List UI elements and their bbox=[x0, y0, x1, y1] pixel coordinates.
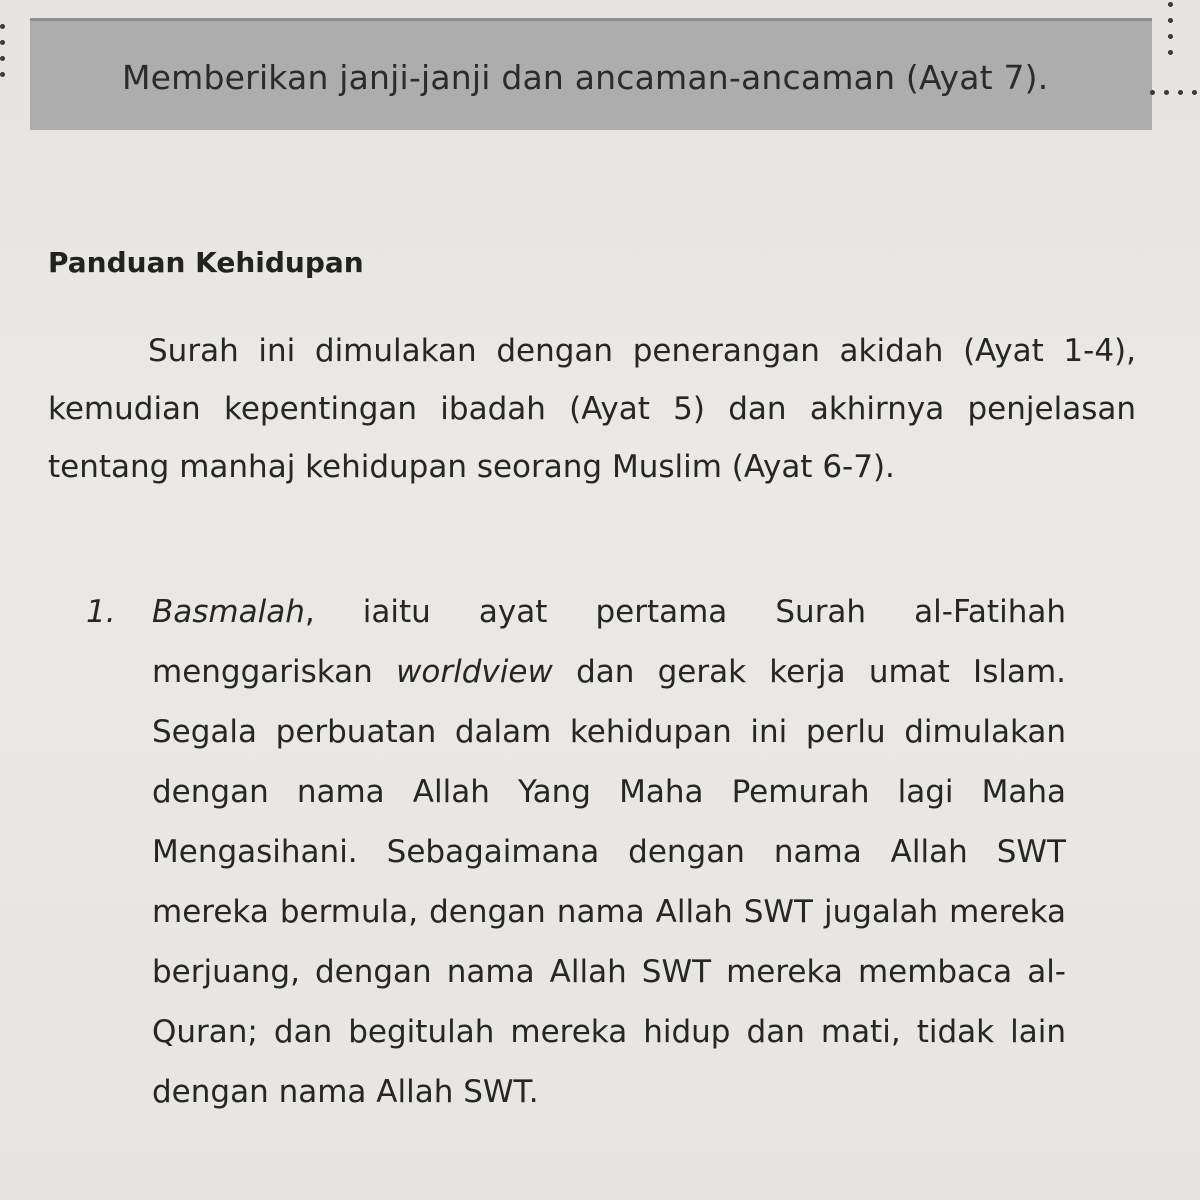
header-text: Memberikan janji-janji dan ancaman-ancaman (Ayat 7). bbox=[122, 58, 1049, 97]
list-item-number: 1. bbox=[86, 594, 116, 630]
list-item-term-worldview: worldview bbox=[396, 654, 553, 690]
header-corner-dots bbox=[1150, 90, 1197, 95]
list-item-term: Basmalah bbox=[152, 594, 305, 630]
left-edge-dots bbox=[0, 24, 10, 77]
list-item-text-part2: dan gerak kerja umat Islam. Segala perbuatan dalam kehidupan ini perlu dimulakan dengan nama Allah Yang Maha Pemurah lagi Maha Mengasihani. Sebagaimana dengan nama Allah SWT mereka bermula, dengan nama Allah SWT jugalah mereka berjuang, dengan nama Allah SWT mereka membaca al-Quran; dan begitulah mereka hidup dan mati, tidak lain dengan nama Allah SWT. bbox=[152, 654, 1067, 1110]
numbered-list bbox=[86, 582, 1066, 1122]
section-heading: Panduan Kehidupan bbox=[48, 246, 364, 279]
intro-paragraph: Surah ini dimulakan dengan penerangan akidah (Ayat 1-4), kemudian kepentingan ibadah (Ayat 5) dan akhirnya penjelasan tentang manhaj kehidupan seorang Muslim (Ayat 6-7). bbox=[48, 333, 1136, 485]
list-item bbox=[86, 582, 1066, 1122]
list-item-text-part1: , iaitu ayat pertama Surah al-Fatihah menggariskan bbox=[152, 594, 1066, 690]
right-edge-dots bbox=[1168, 2, 1178, 55]
header-top-line bbox=[30, 18, 1152, 21]
header-band bbox=[30, 18, 1152, 130]
